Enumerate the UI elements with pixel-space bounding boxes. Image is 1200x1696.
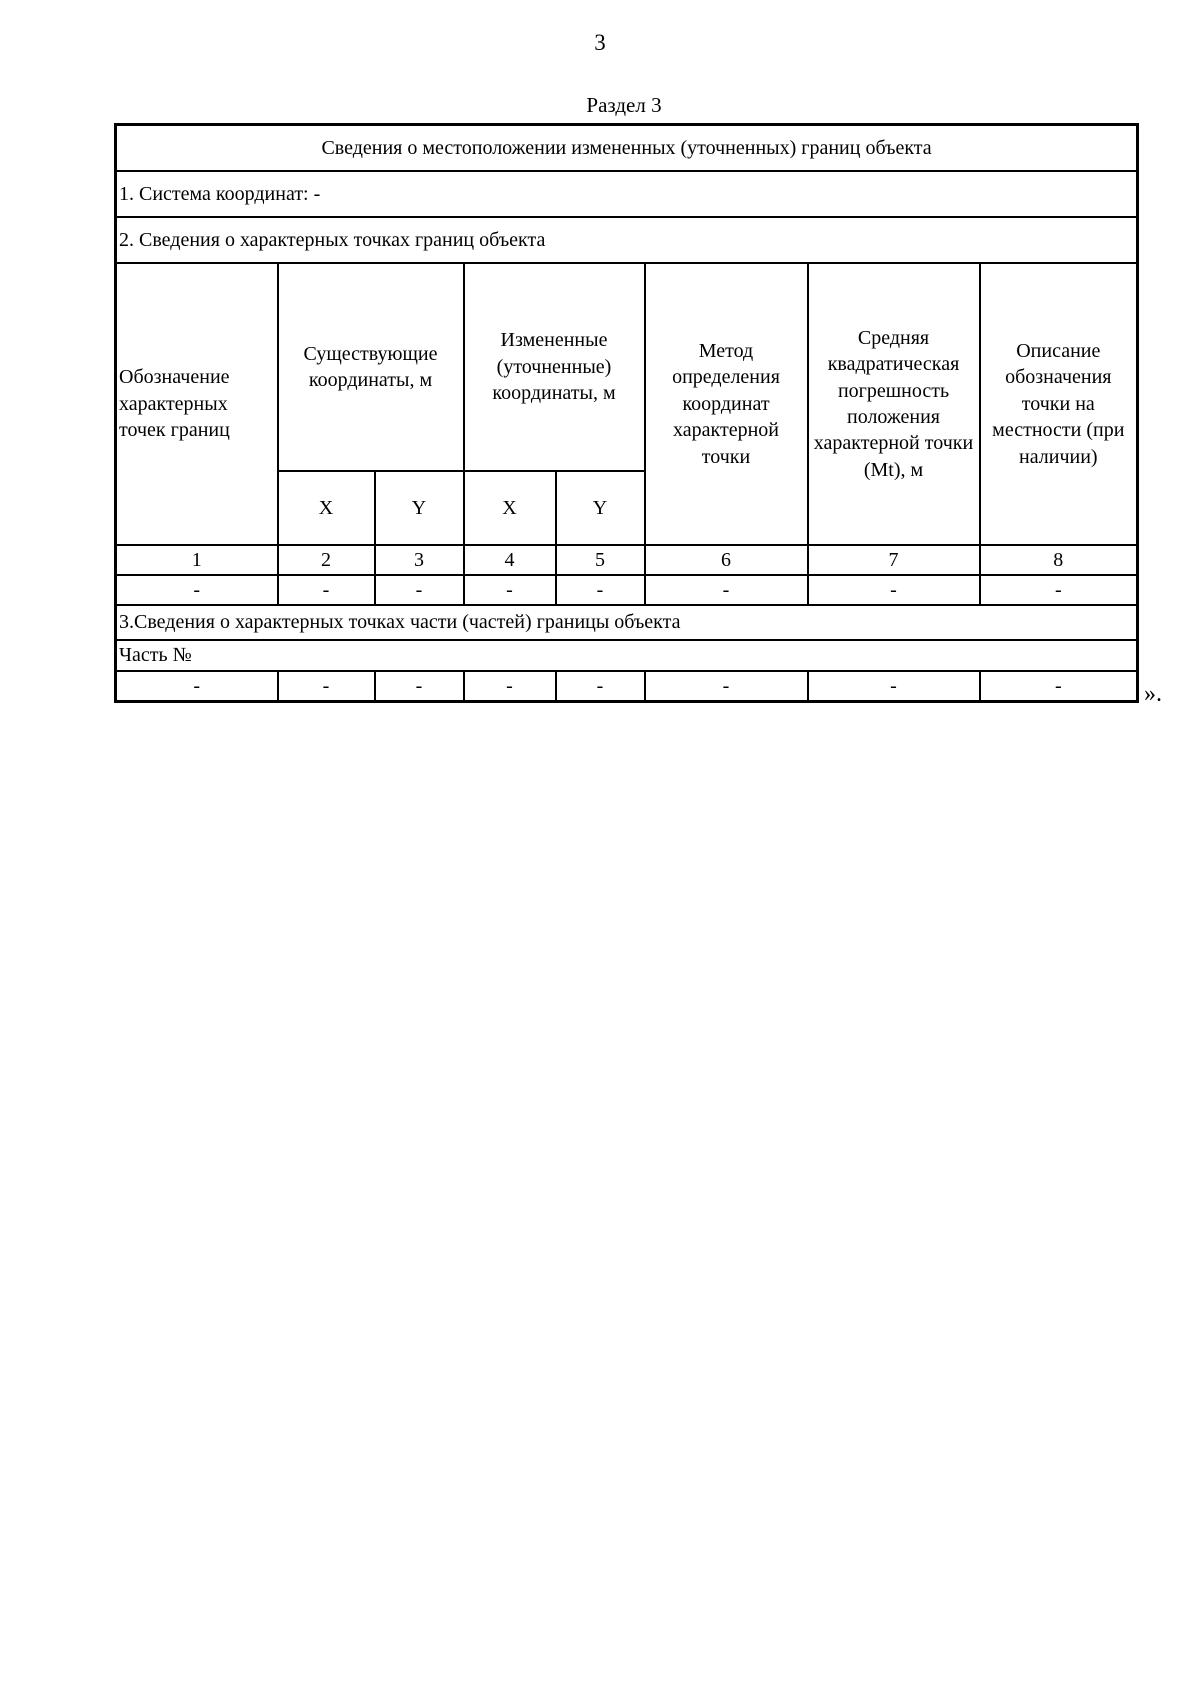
header-existing-coordinates: Существующие координаты, м (278, 263, 464, 471)
header-changed-coordinates: Измененные (уточненные) координаты, м (464, 263, 645, 471)
column-number: 3 (375, 545, 464, 575)
column-number: 5 (556, 545, 645, 575)
column-number: 7 (808, 545, 980, 575)
part-data-cell: - (980, 671, 1138, 702)
part-data-cell: - (278, 671, 375, 702)
boundary-points-table (114, 123, 1139, 703)
part-data-cell: - (808, 671, 980, 702)
coordinate-system-row: 1. Система координат: - (116, 171, 1138, 217)
page-number: 3 (594, 30, 606, 55)
part-data-cell: - (464, 671, 556, 702)
column-number: 8 (980, 545, 1138, 575)
column-number: 1 (116, 545, 278, 575)
column-number: 4 (464, 545, 556, 575)
parts-heading-row: 3.Сведения о характерных точках части (частей) границы объекта (116, 605, 1138, 640)
data-cell: - (556, 575, 645, 605)
header-existing-x: X (278, 471, 375, 545)
part-data-cell: - (116, 671, 278, 702)
data-cell: - (464, 575, 556, 605)
part-data-cell: - (645, 671, 808, 702)
data-cell: - (980, 575, 1138, 605)
data-cell: - (645, 575, 808, 605)
section-label: Раздел 3 (586, 93, 662, 117)
header-method: Метод определения координат характерной точки (645, 263, 808, 545)
column-number: 2 (278, 545, 375, 575)
points-heading-row: 2. Сведения о характерных точках границ объекта (116, 217, 1138, 263)
data-cell: - (375, 575, 464, 605)
closing-quote-mark: ». (1144, 681, 1162, 707)
column-numbers-row (116, 545, 1138, 575)
data-cell: - (116, 575, 278, 605)
part-data-cell: - (375, 671, 464, 702)
column-number: 6 (645, 545, 808, 575)
data-row (116, 575, 1138, 605)
part-data-row (116, 671, 1138, 702)
data-cell: - (278, 575, 375, 605)
header-changed-x: X (464, 471, 556, 545)
part-number-row: Часть № (116, 640, 1138, 671)
table-title: Сведения о местоположении измененных (уточненных) границ объекта (116, 125, 1138, 172)
part-data-cell: - (556, 671, 645, 702)
header-description: Описание обозначения точки на местности (при наличии) (980, 263, 1138, 545)
header-existing-y: Y (375, 471, 464, 545)
header-changed-y: Y (556, 471, 645, 545)
header-designation: Обозначение характерных точек границ (116, 263, 278, 545)
data-cell: - (808, 575, 980, 605)
header-error: Средняя квадратическая погрешность положения характерной точки (Mt), м (808, 263, 980, 545)
